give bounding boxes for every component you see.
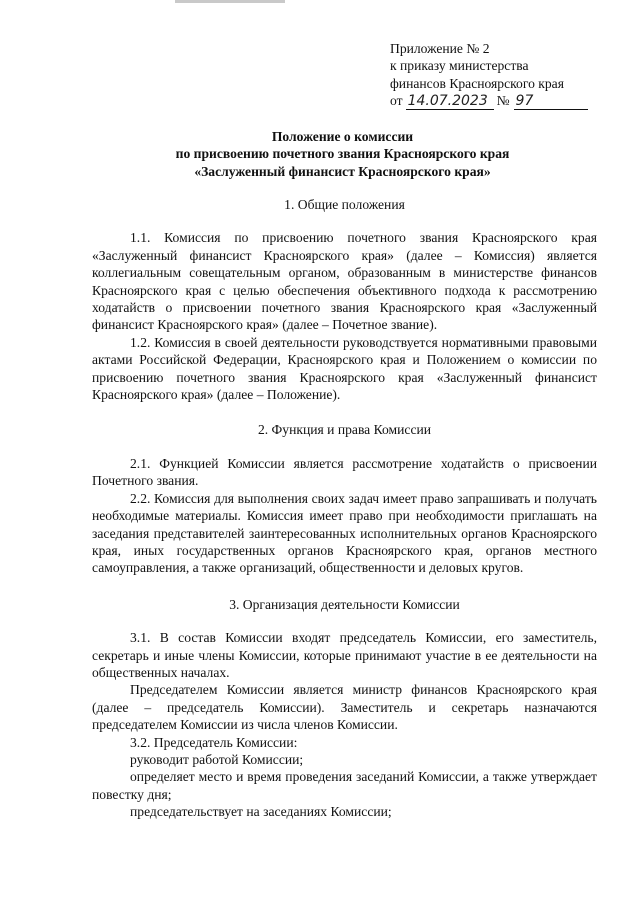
date-prefix: от (390, 93, 403, 109)
section-2-paragraph-1: 2.1. Функцией Комиссии является рассмотрение ходатайств о присвоении Почетного звания. (92, 455, 597, 489)
appendix-line-1: Приложение № 2 (390, 41, 490, 56)
section-3-paragraph-5: определяет место и время проведения заседаний Комиссии, а также утверждает повестку дня; (92, 769, 597, 802)
appendix-line-3: финансов Красноярского края (390, 75, 564, 91)
title-line-1: Положение о комиссии (271, 129, 414, 144)
section-3-paragraph-6: председательствует на заседаниях Комиссии; (130, 804, 392, 820)
appendix-line-2: к приказу министерства (390, 58, 529, 74)
document-body (92, 196, 597, 821)
section-2-paragraph-2: 2.2. Комиссия для выполнения своих задач имеет право запрашивать и получать необходимые материалы. Комиссия имеет право при необходимости приглашать на заседания представителей заинтересованных исполнительных органов Красноярского края, иных государственных органов Красноярского края, органов местного самоуправления, а также организаций, общественности и деловых кругов. (92, 490, 597, 576)
scan-artifact (175, 0, 285, 3)
document-title (90, 128, 595, 180)
handwritten-date: 14.07.2023 (406, 94, 494, 110)
section-3-paragraph-2: Председателем Комиссии является министр финансов Красноярского края (далее – председатель Комиссии). Заместитель и секретарь назначаются председателем Комиссии из числа членов Комиссии. (92, 682, 597, 733)
section-1-paragraph-1: 1.1. Комиссия по присвоению почетного звания Красноярского края «Заслуженный финансист Красноярского края» (далее – Комиссия) является коллегиальным совещательным органом, образованным в министерстве финансов Красноярского края с целью обеспечения объективного подхода к рассмотрению ходатайств о присвоении почетного звания Красноярского края «Заслуженный финансист Красноярского края» (далее – Почетное звание). (92, 230, 597, 333)
title-line-3: «Заслуженный финансист Красноярского края» (194, 163, 491, 179)
appendix-header (390, 40, 605, 110)
section-3-paragraph-1: 3.1. В состав Комиссии входят председатель Комиссии, его заместитель, секретарь и иные члены Комиссии, которые принимают участие в ее деятельности на общественных началах. (92, 630, 597, 680)
section-1-paragraph-2: 1.2. Комиссия в своей деятельности руководствуется нормативными правовыми актами Российской Федерации, Красноярского края и Положением о комиссии по присвоению почетного звания Красноярского края «Заслуженный финансист Красноярского края» (далее – Положение). (92, 334, 597, 403)
section-3-paragraph-3: 3.2. Председатель Комиссии: (130, 734, 298, 750)
handwritten-number: 97 (514, 94, 588, 110)
section-3-paragraph-4: руководит работой Комиссии; (130, 751, 304, 767)
section-3-heading: 3. Организация деятельности Комиссии (229, 596, 460, 612)
number-sign: № (496, 93, 510, 109)
appendix-date-line (390, 92, 605, 110)
title-line-2: по присвоению почетного звания Красноярского края (175, 146, 510, 162)
section-2-heading: 2. Функция и права Комиссии (257, 422, 432, 438)
section-1-heading: 1. Общие положения (284, 197, 405, 212)
